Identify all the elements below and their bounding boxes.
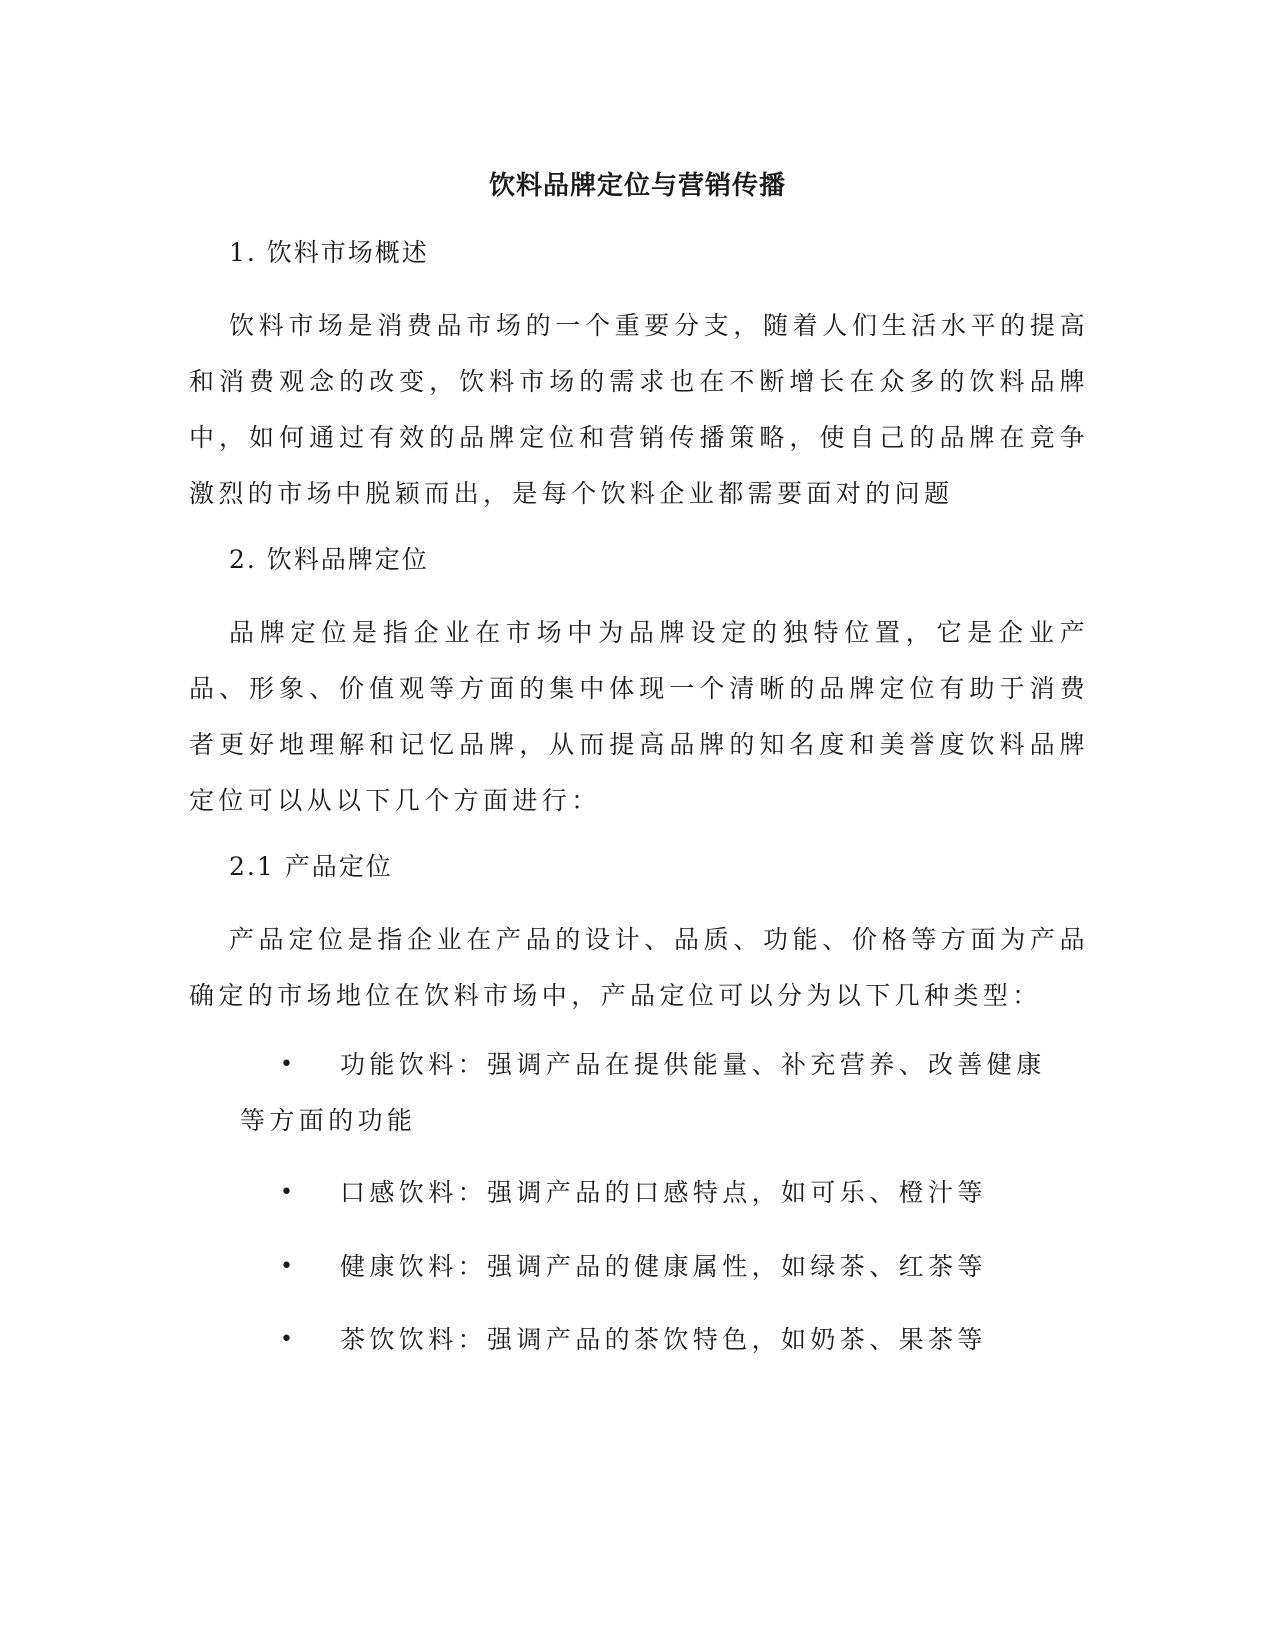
bullet-dot: • xyxy=(280,1254,298,1279)
list-item-health-drink xyxy=(240,1239,1070,1295)
list-item-taste-drink xyxy=(240,1165,1070,1221)
paragraph-market-overview: 饮料市场是消费品市场的一个重要分支，随着人们生活水平的提高和消费观念的改变，饮料市场的需求也在不断增长在众多的饮料品牌中，如何通过有效的品牌定位和营销传播策略，使自己的品牌在竞争激烈的市场中脱颖而出，是每个饮料企业都需要面对的问题 xyxy=(189,311,1089,508)
list-item-text: 口感饮料：强调产品的口感特点，如可乐、橙汁等 xyxy=(340,1178,987,1207)
bullet-dot: • xyxy=(280,1327,298,1352)
section-heading-brand-positioning: 2. 饮料品牌定位 xyxy=(229,545,429,574)
section-heading-product-positioning: 2.1 产品定位 xyxy=(229,852,393,881)
paragraph-product-positioning: 产品定位是指企业在产品的设计、品质、功能、价格等方面为产品确定的市场地位在饮料市场中，产品定位可以分为以下几种类型： xyxy=(189,925,1089,1010)
bullet-dot: • xyxy=(280,1180,298,1205)
paragraph-brand-positioning: 品牌定位是指企业在市场中为品牌设定的独特位置，它是企业产品、形象、价值观等方面的集中体现一个清晰的品牌定位有助于消费者更好地理解和记忆品牌，从而提高品牌的知名度和美誉度饮料品牌定位可以从以下几个方面进行： xyxy=(189,618,1089,815)
section-heading-market-overview: 1. 饮料市场概述 xyxy=(229,238,429,267)
list-item-text: 健康饮料：强调产品的健康属性，如绿茶、红茶等 xyxy=(340,1252,987,1281)
list-item-text: 茶饮饮料：强调产品的茶饮特色，如奶茶、果茶等 xyxy=(340,1325,987,1354)
document-title: 饮料品牌定位与营销传播 xyxy=(488,171,786,201)
list-item-functional-drink xyxy=(240,1037,1070,1149)
list-item-tea-drink xyxy=(240,1312,1070,1368)
bullet-dot: • xyxy=(280,1052,298,1077)
list-item-text: 功能饮料：强调产品在提供能量、补充营养、改善健康等方面的功能 xyxy=(240,1050,1046,1135)
